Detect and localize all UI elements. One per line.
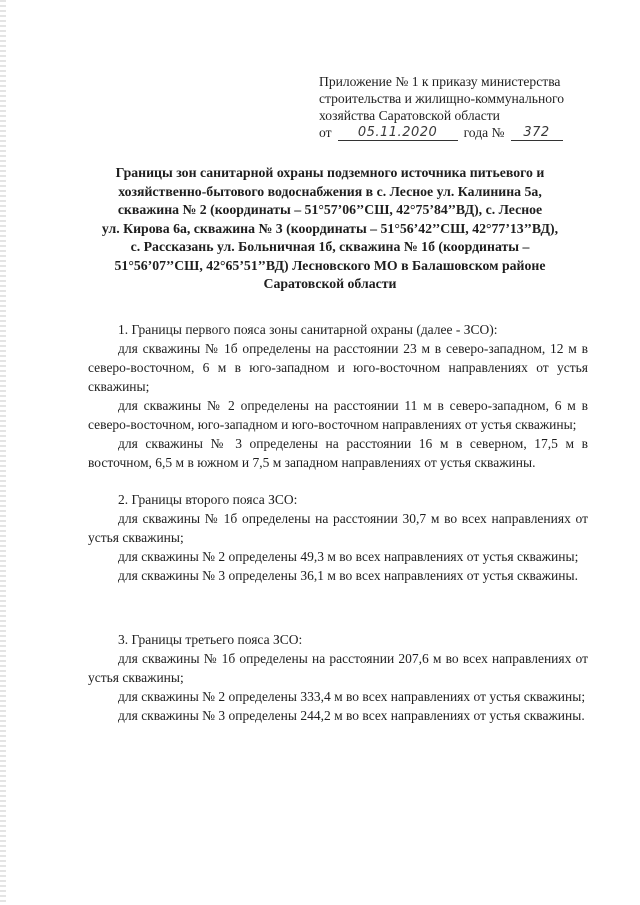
section-paragraph: для скважины № 2 определены на расстоянии 11 м в северо-западном, 6 м в северо-восточном, юго-западном и юго-восточном направлениях от устья скважины; [88,398,588,432]
title-line-3: скважина № 2 (координаты – 51°57’06’’СШ, 42°75’84’’ВД), с. Лесное [117,202,543,217]
title-line-1: Границы зон санитарной охраны подземного источника питьевого и [115,165,545,180]
section-heading: 2. Границы второго пояса ЗСО: [118,492,298,507]
annex-line-3: хозяйства Саратовской области [319,108,500,123]
document-title [60,164,600,294]
section-heading: 3. Границы третьего пояса ЗСО: [118,632,303,647]
title-line-4: ул. Кирова 6а, скважина № 3 (координаты – 51°56’42’’СШ, 42°77’13’’ВД), [101,220,559,236]
annex-header [319,73,619,141]
from-label: от [319,125,332,140]
section-paragraph: для скважины № 2 определены 49,3 м во всех направлениях от устья скважины; [118,549,579,564]
title-line-2: хозяйственно-бытового водоснабжения в с. Лесное ул. Калинина 5а, [118,183,542,199]
section-paragraph: для скважины № 3 определены на расстоянии 16 м в северном, 17,5 м в восточном, 6,5 м в южном и 7,5 м западном направлениях от устья скважины. [88,436,588,470]
section-paragraph: для скважины № 3 определены 36,1 м во всех направлениях от устья скважины. [118,568,578,583]
section-paragraph: для скважины № 1б определены на расстоянии 30,7 м во всех направлениях от устья скважины; [88,511,588,545]
title-line-6: 51°56’07’’СШ, 42°65’51’’ВД) Лесновского МО в Балашовском районе [114,257,546,273]
annex-line-2: строительства и жилищно-коммунального [319,91,565,106]
scan-edge [0,0,6,905]
title-line-7: Саратовской области [263,276,397,291]
section-paragraph: для скважины № 2 определены 333,4 м во всех направлениях от устья скважины; [118,689,586,704]
section-paragraph: для скважины № 1б определены на расстоянии 23 м в северо-западном, 12 м в северо-восточном, 6 м в юго-западном и юго-восточном направлениях от устья скважины; [88,341,588,394]
section-zone-1 [88,320,588,472]
handwritten-date: 05.11.2020 [338,126,458,141]
handwritten-number: 372 [511,126,563,141]
title-line-5: с. Рассказань ул. Больничная 1б, скважина № 1б (координаты – [130,239,530,254]
section-heading: 1. Границы первого пояса зоны санитарной охраны (далее - ЗСО): [118,322,498,337]
year-label: года № [463,125,505,140]
section-zone-3 [88,630,588,725]
section-zone-2 [88,490,588,585]
annex-date-line [319,124,619,141]
section-paragraph: для скважины № 3 определены 244,2 м во всех направлениях от устья скважины. [118,708,585,723]
section-paragraph: для скважины № 1б определены на расстоянии 207,6 м во всех направлениях от устья скважины; [88,651,588,685]
annex-line-1: Приложение № 1 к приказу министерства [319,74,561,89]
